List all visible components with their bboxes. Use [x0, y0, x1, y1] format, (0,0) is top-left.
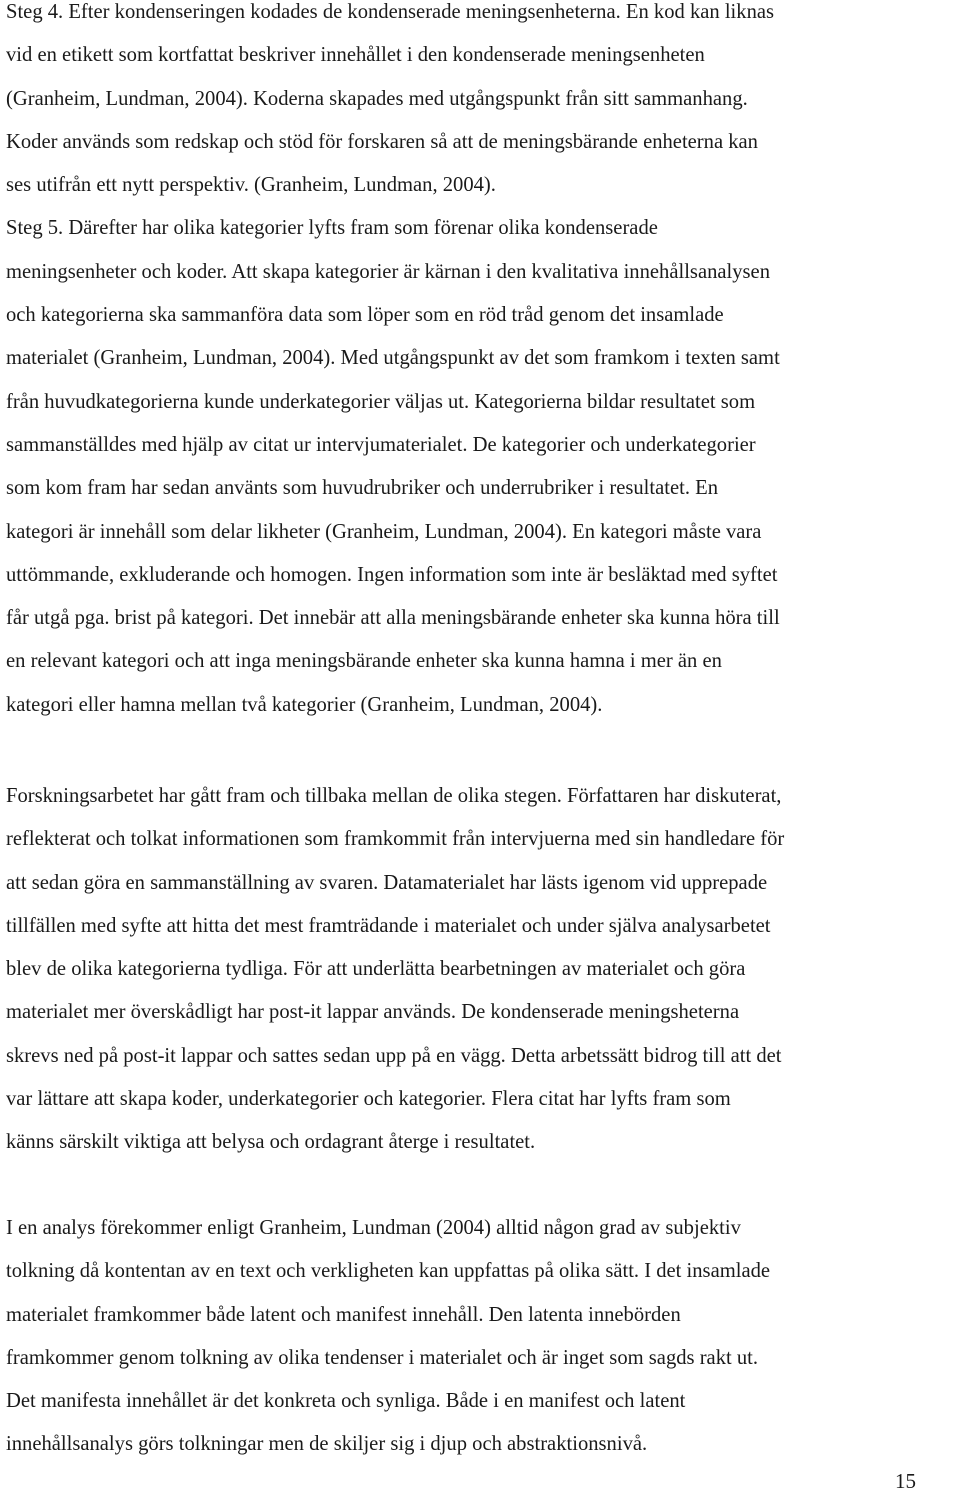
text-line: kategori eller hamna mellan två kategorier (Granheim, Lundman, 2004).: [6, 693, 603, 716]
text-line: kategori är innehåll som delar likheter (Granheim, Lundman, 2004). En kategori måste vara: [6, 520, 762, 543]
text-line: Koder används som redskap och stöd för forskaren så att de meningsbärande enheterna kan: [6, 130, 758, 153]
text-line: Steg 5. Därefter har olika kategorier lyfts fram som förenar olika kondenserade: [6, 217, 658, 240]
paragraph-steg-4-5: [6, 0, 956, 727]
text-line: I en analys förekommer enligt Granheim, Lundman (2004) alltid någon grad av subjektiv: [6, 1217, 741, 1239]
text-line: meningsenheter och koder. Att skapa kategorier är kärnan i den kvalitativa innehållsanalysen: [6, 260, 770, 283]
text-line: materialet (Granheim, Lundman, 2004). Med utgångspunkt av det som framkom i texten samt: [6, 347, 780, 370]
text-line: vid en etikett som kortfattat beskriver innehållet i den kondenserade meningsenheten: [6, 44, 705, 67]
text-line: var lättare att skapa koder, underkategorier och kategorier. Flera citat har lyfts fram som: [6, 1088, 731, 1111]
paragraph-analys-tolkning: [6, 1207, 956, 1467]
text-line: känns särskilt viktiga att belysa och ordagrant återge i resultatet.: [6, 1131, 536, 1154]
paragraph-forskningsarbetet: [6, 775, 956, 1165]
text-line: får utgå pga. brist på kategori. Det innebär att alla meningsbärande enheter ska kunna höra till: [6, 607, 780, 630]
text-line: Forskningsarbetet har gått fram och tillbaka mellan de olika stegen. Författaren har diskuterat,: [6, 785, 782, 807]
text-line: och kategorierna ska sammanföra data som löper som en röd tråd genom det insamlade: [6, 304, 724, 327]
text-line: blev de olika kategorierna tydliga. För att underlätta bearbetningen av materialet och göra: [6, 958, 746, 981]
text-line: reflekterat och tolkat informationen som framkommit från intervjuerna med sin handledare för: [6, 828, 785, 851]
text-line: (Granheim, Lundman, 2004). Koderna skapades med utgångspunkt från sitt sammanhang.: [6, 87, 748, 110]
text-line: som kom fram har sedan använts som huvudrubriker och underrubriker i resultatet. En: [6, 477, 719, 500]
text-line: ses utifrån ett nytt perspektiv. (Granheim, Lundman, 2004).: [6, 174, 496, 197]
text-line: framkommer genom tolkning av olika tendenser i materialet och är inget som sagds rakt ut.: [6, 1346, 759, 1369]
text-line: skrevs ned på post-it lappar och sattes sedan upp på en vägg. Detta arbetssätt bidrog till att det: [6, 1044, 782, 1067]
text-line: tillfällen med syfte att hitta det mest framträdande i materialet och under själva analysarbetet: [6, 914, 771, 937]
text-line: sammanställdes med hjälp av citat ur intervjumaterialet. De kategorier och underkategorier: [6, 433, 756, 456]
text-line: uttömmande, exkluderande och homogen. Ingen information som inte är besläktad med syftet: [6, 563, 778, 586]
text-line: materialet framkommer både latent och manifest innehåll. Den latenta innebörden: [6, 1303, 681, 1326]
text-line: från huvudkategorierna kunde underkategorier väljas ut. Kategorierna bildar resultatet som: [6, 390, 756, 413]
text-line: tolkning då kontentan av en text och verkligheten kan uppfattas på olika sätt. I det insamlade: [6, 1260, 771, 1283]
text-line: en relevant kategori och att inga meningsbärande enheter ska kunna hamna i mer än en: [6, 650, 722, 673]
text-line: innehållsanalys görs tolkningar men de skiljer sig i djup och abstraktionsnivå.: [6, 1433, 648, 1456]
text-line: att sedan göra en sammanställning av svaren. Datamaterialet har lästs igenom vid upprepade: [6, 871, 768, 894]
text-line: Det manifesta innehållet är det konkreta och synliga. Både i en manifest och latent: [6, 1390, 686, 1413]
page-number: 15: [895, 1469, 916, 1493]
text-line: materialet mer överskådligt har post-it lappar används. De kondenserade meningsheterna: [6, 1001, 740, 1024]
text-line: Steg 4. Efter kondenseringen kodades de kondenserade meningsenheterna. En kod kan liknas: [6, 1, 775, 23]
